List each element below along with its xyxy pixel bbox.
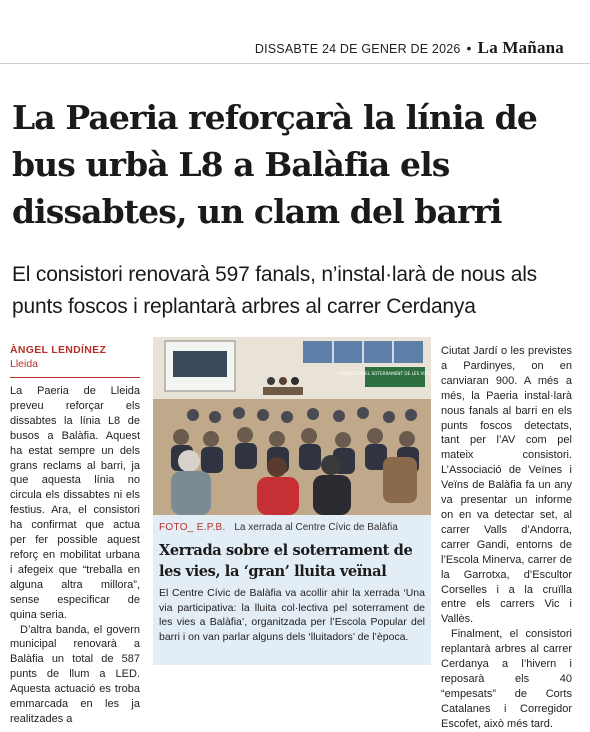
caption-text: La xerrada al Centre Cívic de Balàfia [234,522,398,533]
body-paragraph: La Paeria de Lleida preveu reforçar els dissabtes la línia L8 de busos a Balàfia. Aquest ha estat sempre un dels grans reclams al barri, ja que aquesta línia no circula els dissabtes ni els festius. Ara, el consistori ha confirmat que actua per fer possible aquest reforç en mobilitat urbana i afegeix que “treballa en alguna altra millora”, sense especificar de quina seria. [10,385,140,621]
byline-city: Lleida [10,358,39,370]
byline-author: ÀNGEL LENDÍNEZ [10,344,107,356]
dateline [255,38,564,58]
feature-headline: Xerrada sobre el soterrament de les vies, la ‘gran’ lluita veïnal [159,542,413,580]
body-paragraph: Ciutat Jardí o les previstes a Pardinyes, on en canviaran 900. A més a més, la Paeria instal·larà nous fanals al barri en els punts foscos detectats, tant per l’AV com pel mateix consistori. L’Associació de Veïnes i Veïns de Balàfia fa un any va presentar un informe on en va detectar set, al carrer Valls d’Andorra, carrer Gandi, entorns de l’Escola Minerva, carrer de la Garrotxa, d’Escultor Corselles i a la cruïlla entre els carrers Vic i Vallès. [441,345,572,626]
event-photo [153,337,454,515]
right-column [441,344,572,732]
header-rule [0,63,590,64]
headline: La Paeria reforçarà la línia de bus urbà L8 a Balàfia els dissabtes, un clam del barri [12,98,537,231]
left-column [10,343,140,727]
sidebar-feature-box [153,337,454,665]
body-paragraph: D’altra banda, el govern municipal renovarà a Balàfia un total de 587 punts de llum a LED. Aquesta actuació es troba emmarcada en les ja realitzades a [10,623,140,725]
byline-rule [10,377,140,378]
page-header [0,30,590,60]
issue-date: DISSABTE 24 DE GENER DE 2026 [254,42,461,56]
body-paragraph: Finalment, el consistori replantarà arbres al carrer Cerdanya a l’hivern i reposarà els 40 “empesats” de Corts Catalanes i Corregidor Escofet, això més tard. [441,628,572,730]
separator-dot: • [466,40,472,56]
event-photo-illustration [153,337,454,515]
feature-body: El Centre Cívic de Balàfia va acollir ahir la xerrada ‘Una via participativa: la lluita col·lectiva pel soterrament de les vies a Balàfia’, organitzada per l’Escola Popular del barri i on van parlar alguns dels ‘lluitadors’ de l’època. [159,587,425,643]
photo-caption [159,521,429,535]
newspaper-logo: La Mañana [477,38,564,57]
banner-text: CONNECTEM EL SOTERRAMENT DE LES VIES A BALÀFIA [336,371,454,376]
photo-credit: FOTO_ E.P.B. [159,522,226,533]
subheadline: El consistori renovarà 597 fanals, n’instal·larà de nous als punts foscos i replantarà arbres al carrer Cerdanya [12,263,537,318]
